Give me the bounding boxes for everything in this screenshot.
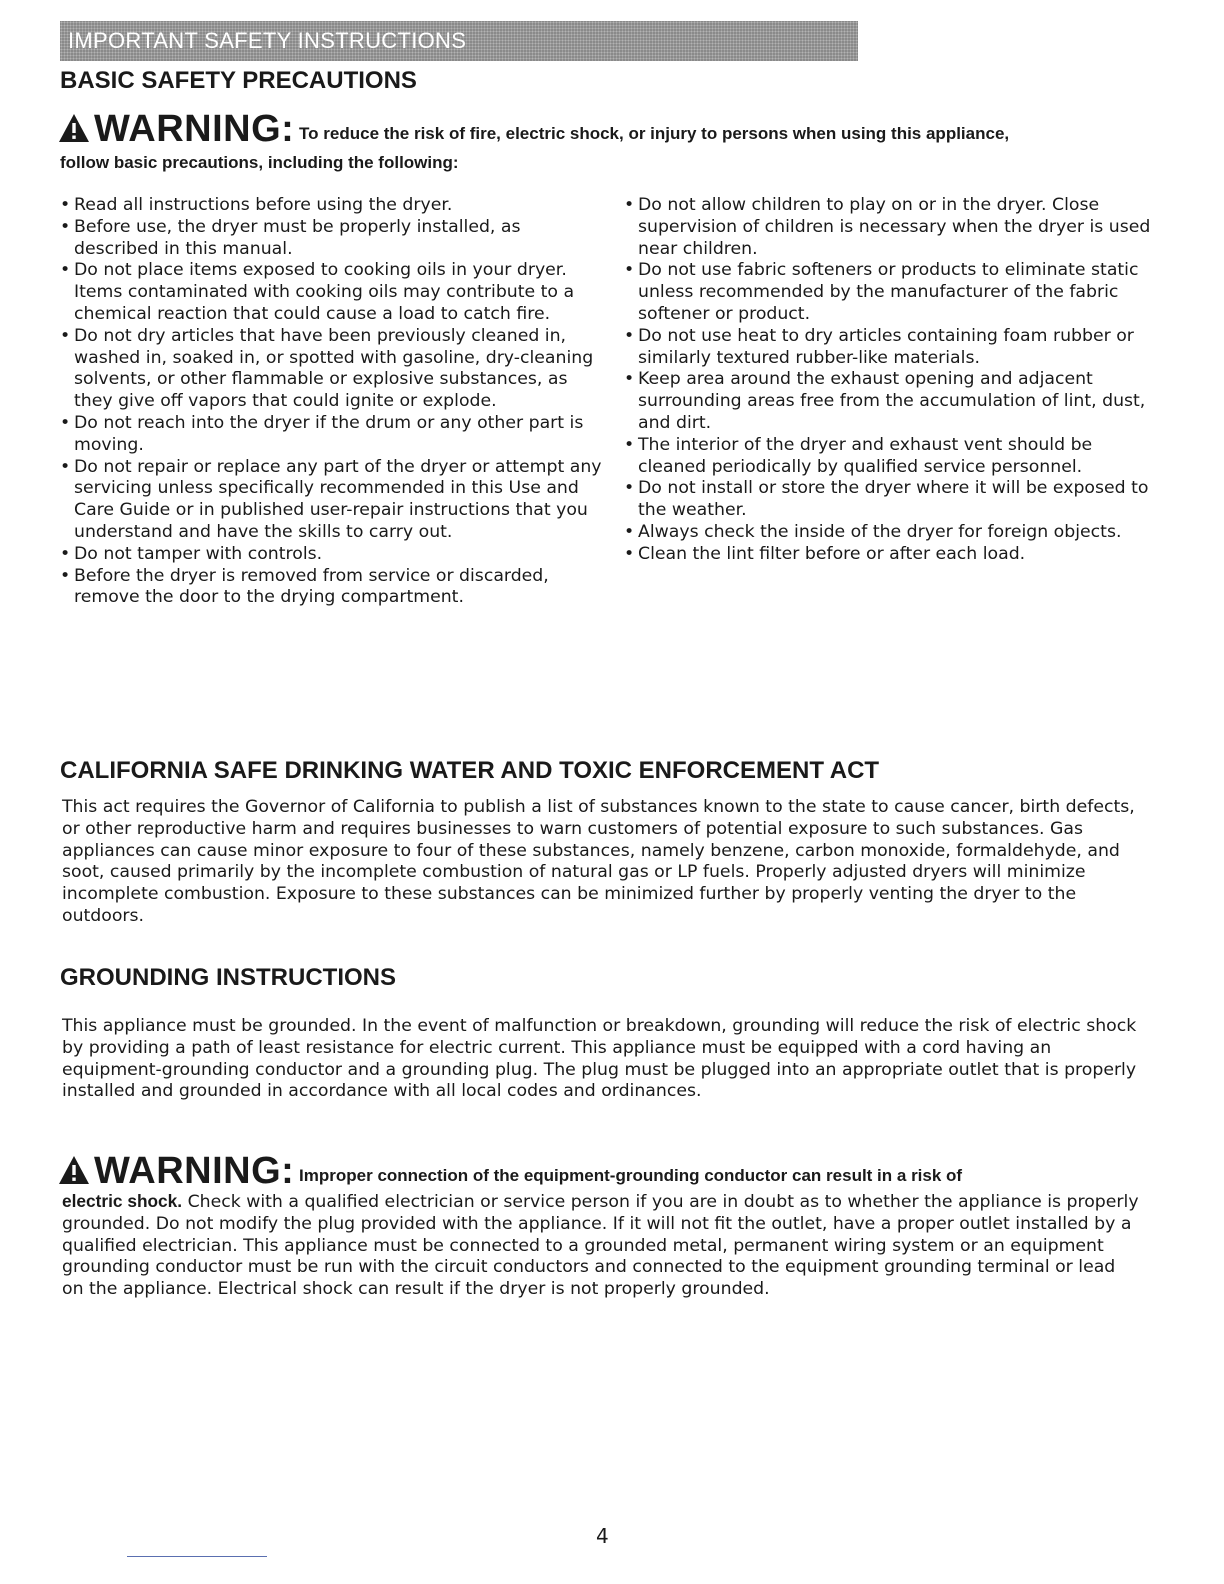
left-bullet-list [60, 195, 605, 609]
right-bullet-list [624, 195, 1164, 566]
list-item: • Do not use fabric softeners or products to eliminate static unless recommended by the manufacturer of the fabric softener or product. [624, 260, 1164, 325]
list-item: • Before the dryer is removed from service or discarded, remove the door to the drying compartment. [60, 566, 605, 610]
page-number: 4 [596, 1524, 609, 1548]
list-item: • The interior of the dryer and exhaust vent should be cleaned periodically by qualified service personnel. [624, 435, 1164, 479]
list-item: • Do not tamper with controls. [60, 544, 605, 566]
list-item: • Read all instructions before using the dryer. [60, 195, 605, 217]
list-item: • Do not repair or replace any part of the dryer or attempt any servicing unless specifically recommended in this Use and Care Guide or in published user-repair instructions that you understand and have the skills to carry out. [60, 457, 605, 544]
basic-safety-title: BASIC SAFETY PRECAUTIONS [60, 67, 417, 94]
grounding-body: This appliance must be grounded. In the event of malfunction or breakdown, grounding will reduce the risk of electric shock by providing a path of least resistance for electric current. This appliance must be equipped with a cord having an equipment-grounding conductor and a grounding plug. The plug must be plugged into an appropriate outlet that is properly installed and grounded in accordance with all local codes and ordinances. [62, 1016, 1137, 1102]
warning-text: To reduce the risk of fire, electric shock, or injury to persons when using this appliance, [299, 124, 1010, 143]
california-body: This act requires the Governor of California to publish a list of substances known to the state to cause cancer, birth defects, or other reproductive harm and requires businesses to warn customers of potential exposure to such substances. Gas appliances can cause minor exposure to four of these substances, namely benzene, carbon monoxide, formaldehyde, and soot, caused primarily by the incomplete combustion of natural gas or LP fuels. Properly adjusted dryers will minimize incomplete combustion. Exposure to these substances can be minimized further by properly venting the dryer to the outdoors. [62, 797, 1135, 926]
warning-bold-start: electric shock. [62, 1191, 183, 1211]
list-item: • Always check the inside of the dryer for foreign objects. [624, 522, 1164, 544]
warning-body-text: Check with a qualified electrician or service person if you are in doubt as to whether the appliance is properly grounded. Do not modify the plug provided with the appliance. If it will not fit the outlet, have a proper outlet installed by a qualified electrician. This appliance must be connected to a grounded metal, permanent wiring system or an equipment grounding conductor must be run with the circuit conductors and connected to the equipment grounding terminal or lead on the appliance. Electrical shock can result if the dryer is not properly grounded. [62, 1192, 1139, 1300]
warning-line-2: follow basic precautions, including the following: [60, 153, 459, 172]
warning-triangle-icon [58, 113, 90, 143]
warning-word: WARNING: [94, 108, 295, 150]
warning-word: WARNING: [94, 1150, 295, 1192]
grounding-warning-body [62, 1191, 1142, 1301]
list-item: • Do not reach into the dryer if the drum or any other part is moving. [60, 413, 605, 457]
list-item: • Before use, the dryer must be properly installed, as described in this manual. [60, 217, 605, 261]
grounding-title: GROUNDING INSTRUCTIONS [60, 964, 396, 991]
list-item: • Do not dry articles that have been previously cleaned in, washed in, soaked in, or spotted with gasoline, dry-cleaning solvents, or other flammable or explosive substances, as they give off vapors that could ignite or explode. [60, 326, 605, 413]
list-item: • Do not place items exposed to cooking oils in your dryer. Items contaminated with cooking oils may contribute to a chemical reaction that could cause a load to catch fire. [60, 260, 605, 325]
warning-triangle-icon [58, 1155, 90, 1185]
section-banner: IMPORTANT SAFETY INSTRUCTIONS [60, 21, 858, 61]
list-item: • Clean the lint filter before or after each load. [624, 544, 1164, 566]
california-title: CALIFORNIA SAFE DRINKING WATER AND TOXIC ENFORCEMENT ACT [60, 757, 880, 784]
list-item: • Do not allow children to play on or in the dryer. Close supervision of children is necessary when the dryer is used near children. [624, 195, 1164, 260]
footer-rule [127, 1556, 267, 1557]
warning-line-1 [58, 108, 1009, 151]
list-item: • Do not install or store the dryer where it will be exposed to the weather. [624, 478, 1164, 522]
list-item: • Keep area around the exhaust opening and adjacent surrounding areas free from the accumulation of lint, dust, and dirt. [624, 369, 1164, 434]
grounding-warning-line-1 [58, 1150, 962, 1193]
warning-text: Improper connection of the equipment-grounding conductor can result in a risk of [299, 1166, 963, 1185]
list-item: • Do not use heat to dry articles containing foam rubber or similarly textured rubber-like materials. [624, 326, 1164, 370]
